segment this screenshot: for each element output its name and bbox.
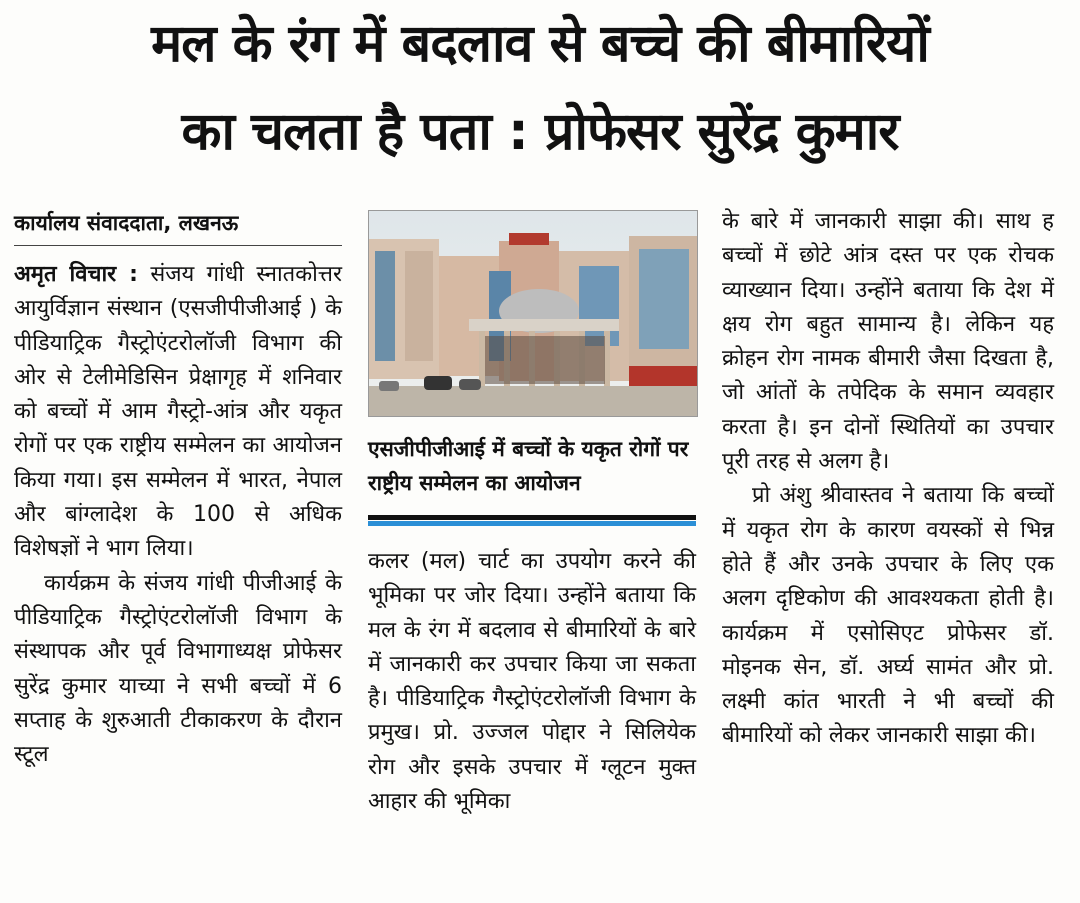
article-column-right <box>722 205 1054 754</box>
article-column-middle <box>368 545 696 819</box>
byline: कार्यालय संवाददाता, लखनऊ <box>14 205 342 246</box>
article-column-left <box>14 205 342 772</box>
hospital-photo <box>368 210 698 417</box>
headline-line-1: मल के रंग में बदलाव से बच्चे की बीमारियों <box>151 14 929 74</box>
headline-line-2: का चलता है पता : प्रोफेसर सुरेंद्र कुमार <box>181 102 899 162</box>
article-paragraph: प्रो अंशु श्रीवास्तव ने बताया कि बच्चों में यकृत रोग के कारण वयस्कों से भिन्न होते हैं और उनके उपचार के लिए एक अलग दृष्टिकोण की आवश्यकता होती है। कार्यक्रम में एसोसिएट प्रोफेसर डॉ. मोइनक सेन, डॉ. अर्घ्य सामंत और प्रो. लक्ष्मी कांत भारती ने भी बच्चों की बीमारियों को लेकर जानकारी साझा की। <box>722 483 1054 749</box>
caption-divider <box>368 515 696 526</box>
paragraph-text: संजय गांधी स्नातकोत्तर आयुर्विज्ञान संस्थान (एसजीपीजीआई ) के पीडियाट्रिक गैस्ट्रोएंटरोलॉजी विभाग की ओर से टेलीमेडिसिन प्रेक्षागृह में शनिवार को बच्चों में आम गैस्ट्रो-आंत्र और यकृत रोगों पर एक राष्ट्रीय सम्मेलन का आयोजन किया गया। इस सम्मेलन में भारत, नेपाल और बांग्लादेश के 100 से अधिक विशेषज्ञों ने भाग लिया। <box>14 262 342 562</box>
hospital-building-image <box>369 211 697 416</box>
article-paragraph <box>14 258 342 567</box>
article-paragraph: कलर (मल) चार्ट का उपयोग करने की भूमिका पर जोर दिया। उन्होंने बताया कि मल के रंग में बदलाव से बीमारियों के बारे में जानकारी कर उपचार किया जा सकता है। पीडियाट्रिक गैस्ट्रोएंटरोलॉजी विभाग के प्रमुख। प्रो. उज्जल पोद्दार ने सिलियेक रोग और इसके उपचार में ग्लूटन मुक्त आहार की भूमिका <box>368 549 696 815</box>
article-paragraph: कार्यक्रम के संजय गांधी पीजीआई के पीडियाट्रिक गैस्ट्रोएंटरोलॉजी विभाग के संस्थापक और पूर्व विभागाध्यक्ष प्रोफेसर सुरेंद्र कुमार याच्या ने सभी बच्चों में 6 सप्ताह के शुरुआती टीकाकरण के दौरान स्टूल <box>14 570 342 768</box>
article-paragraph: के बारे में जानकारी साझा की। साथ ह बच्चों में छोटे आंत्र दस्त पर एक रोचक व्याख्यान दिया। उन्होंने बताया कि देश में क्षय रोग बहुत सामान्य है। लेकिन यह क्रोहन रोग नामक बीमारी जैसा दिखता है, जो आंतों के तपेदिक के समान व्यवहार करता है। इन दोनों स्थितियों का उपचार पूरी तरह से अलग है। <box>722 209 1054 475</box>
dateline-lead: अमृत विचार : <box>14 262 138 287</box>
photo-caption: एसजीपीजीआई में बच्चों के यकृत रोगों पर राष्ट्रीय सम्मेलन का आयोजन <box>368 437 689 495</box>
headline <box>0 0 1080 200</box>
